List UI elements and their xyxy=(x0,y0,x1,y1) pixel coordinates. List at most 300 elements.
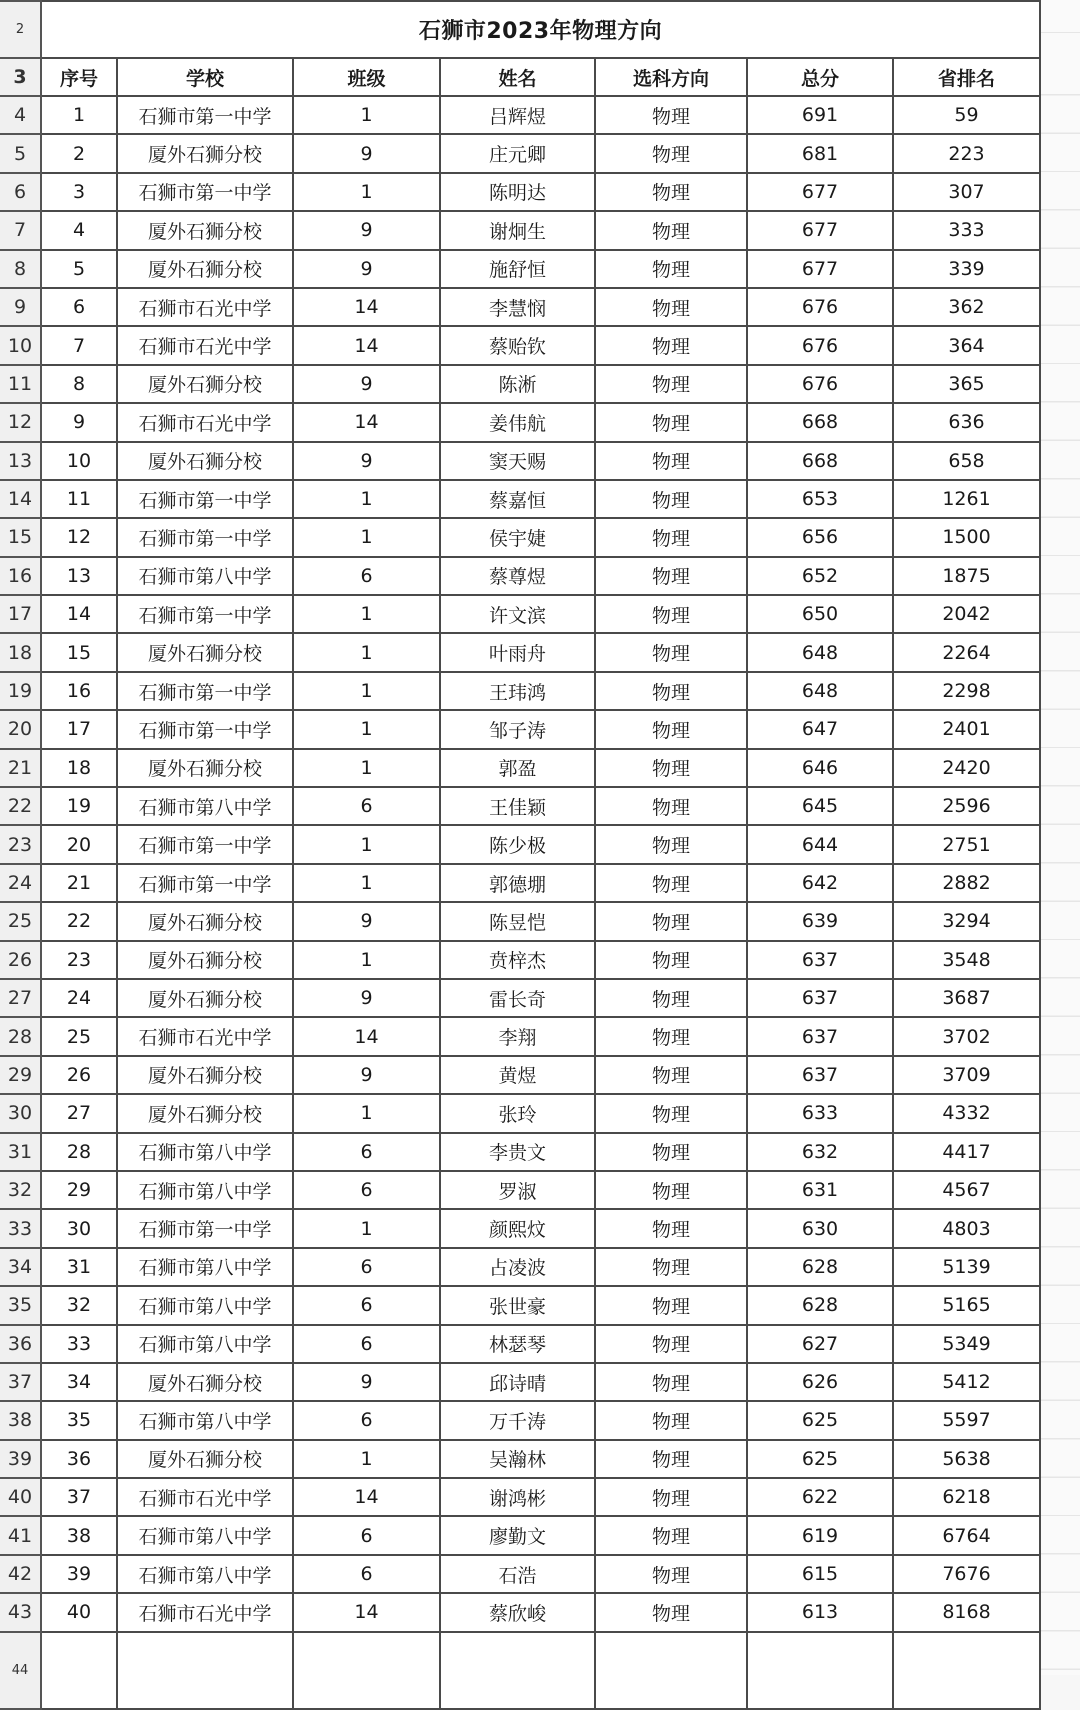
cell-direction[interactable]: 物理 xyxy=(595,787,747,825)
cell-rank[interactable]: 5638 xyxy=(893,1440,1040,1478)
cell-direction[interactable]: 物理 xyxy=(595,211,747,249)
cell-class[interactable]: 6 xyxy=(293,1401,440,1439)
cell-score[interactable]: 627 xyxy=(747,1325,893,1363)
cell-score[interactable]: 622 xyxy=(747,1478,893,1516)
cell-rank[interactable]: 339 xyxy=(893,250,1040,288)
cell-school[interactable]: 厦外石狮分校 xyxy=(117,211,293,249)
cell-name[interactable]: 吴瀚林 xyxy=(440,1440,595,1478)
cell-rank[interactable]: 3548 xyxy=(893,941,1040,979)
cell-class[interactable]: 9 xyxy=(293,902,440,940)
cell-school[interactable]: 石狮市第八中学 xyxy=(117,787,293,825)
cell-name[interactable]: 石浩 xyxy=(440,1555,595,1593)
cell-rank[interactable]: 3687 xyxy=(893,979,1040,1017)
cell-name[interactable]: 施舒恒 xyxy=(440,250,595,288)
cell-rank[interactable]: 2882 xyxy=(893,864,1040,902)
cell-score[interactable]: 647 xyxy=(747,710,893,748)
cell-rank[interactable]: 2596 xyxy=(893,787,1040,825)
cell-score[interactable]: 626 xyxy=(747,1363,893,1401)
row-header[interactable]: 21 xyxy=(0,749,41,787)
cell-class[interactable]: 1 xyxy=(293,1440,440,1478)
column-header-rank[interactable]: 省排名 xyxy=(893,58,1040,96)
cell-school[interactable]: 石狮市第八中学 xyxy=(117,1325,293,1363)
cell-no[interactable]: 19 xyxy=(41,787,117,825)
cell-no[interactable]: 13 xyxy=(41,557,117,595)
cell-name[interactable]: 林瑟琴 xyxy=(440,1325,595,1363)
cell-rank[interactable]: 1261 xyxy=(893,480,1040,518)
cell-class[interactable]: 6 xyxy=(293,1516,440,1554)
cell-rank[interactable]: 8168 xyxy=(893,1593,1040,1631)
cell-rank[interactable]: 2042 xyxy=(893,595,1040,633)
row-header[interactable]: 40 xyxy=(0,1478,41,1516)
cell-rank[interactable]: 223 xyxy=(893,134,1040,172)
row-header[interactable]: 14 xyxy=(0,480,41,518)
column-header-name[interactable]: 姓名 xyxy=(440,58,595,96)
cell-class[interactable]: 14 xyxy=(293,403,440,441)
cell-name[interactable]: 庄元卿 xyxy=(440,134,595,172)
cell-name[interactable]: 郭德堋 xyxy=(440,864,595,902)
row-header[interactable]: 33 xyxy=(0,1209,41,1247)
cell-rank[interactable]: 5597 xyxy=(893,1401,1040,1439)
row-header[interactable]: 25 xyxy=(0,902,41,940)
cell-no[interactable]: 29 xyxy=(41,1171,117,1209)
cell-school[interactable]: 石狮市第一中学 xyxy=(117,173,293,211)
cell-score[interactable]: 653 xyxy=(747,480,893,518)
empty-cell[interactable] xyxy=(440,1632,595,1709)
cell-class[interactable]: 14 xyxy=(293,326,440,364)
cell-direction[interactable]: 物理 xyxy=(595,979,747,1017)
cell-score[interactable]: 628 xyxy=(747,1286,893,1324)
cell-class[interactable]: 9 xyxy=(293,250,440,288)
cell-direction[interactable]: 物理 xyxy=(595,1017,747,1055)
cell-class[interactable]: 9 xyxy=(293,134,440,172)
cell-no[interactable]: 22 xyxy=(41,902,117,940)
cell-rank[interactable]: 5349 xyxy=(893,1325,1040,1363)
cell-rank[interactable]: 3709 xyxy=(893,1056,1040,1094)
cell-no[interactable]: 5 xyxy=(41,250,117,288)
cell-class[interactable]: 6 xyxy=(293,1133,440,1171)
cell-name[interactable]: 李翔 xyxy=(440,1017,595,1055)
cell-score[interactable]: 677 xyxy=(747,173,893,211)
cell-name[interactable]: 吕辉煜 xyxy=(440,96,595,134)
cell-class[interactable]: 9 xyxy=(293,442,440,480)
cell-rank[interactable]: 3294 xyxy=(893,902,1040,940)
row-header[interactable]: 15 xyxy=(0,518,41,556)
cell-school[interactable]: 石狮市第八中学 xyxy=(117,557,293,595)
cell-direction[interactable]: 物理 xyxy=(595,941,747,979)
cell-score[interactable]: 668 xyxy=(747,442,893,480)
cell-name[interactable]: 陈淅 xyxy=(440,365,595,403)
cell-score[interactable]: 637 xyxy=(747,1017,893,1055)
cell-direction[interactable]: 物理 xyxy=(595,518,747,556)
cell-score[interactable]: 677 xyxy=(747,250,893,288)
cell-no[interactable]: 9 xyxy=(41,403,117,441)
cell-score[interactable]: 676 xyxy=(747,326,893,364)
cell-direction[interactable]: 物理 xyxy=(595,1171,747,1209)
cell-direction[interactable]: 物理 xyxy=(595,480,747,518)
cell-class[interactable]: 1 xyxy=(293,173,440,211)
cell-class[interactable]: 1 xyxy=(293,672,440,710)
cell-no[interactable]: 40 xyxy=(41,1593,117,1631)
row-header[interactable]: 5 xyxy=(0,134,41,172)
cell-class[interactable]: 1 xyxy=(293,941,440,979)
cell-school[interactable]: 石狮市第八中学 xyxy=(117,1516,293,1554)
cell-school[interactable]: 石狮市石光中学 xyxy=(117,1593,293,1631)
cell-class[interactable]: 9 xyxy=(293,365,440,403)
cell-school[interactable]: 石狮市第八中学 xyxy=(117,1555,293,1593)
cell-school[interactable]: 石狮市石光中学 xyxy=(117,288,293,326)
cell-class[interactable]: 1 xyxy=(293,1094,440,1132)
cell-score[interactable]: 681 xyxy=(747,134,893,172)
cell-school[interactable]: 厦外石狮分校 xyxy=(117,250,293,288)
cell-rank[interactable]: 362 xyxy=(893,288,1040,326)
cell-no[interactable]: 7 xyxy=(41,326,117,364)
cell-name[interactable]: 罗淑 xyxy=(440,1171,595,1209)
row-header[interactable]: 3 xyxy=(0,58,41,96)
cell-no[interactable]: 17 xyxy=(41,710,117,748)
cell-class[interactable]: 14 xyxy=(293,1017,440,1055)
row-header[interactable]: 22 xyxy=(0,787,41,825)
cell-name[interactable]: 陈明达 xyxy=(440,173,595,211)
cell-class[interactable]: 1 xyxy=(293,518,440,556)
cell-score[interactable]: 650 xyxy=(747,595,893,633)
empty-cell[interactable] xyxy=(893,1632,1040,1709)
cell-class[interactable]: 6 xyxy=(293,1555,440,1593)
cell-score[interactable]: 619 xyxy=(747,1516,893,1554)
cell-rank[interactable]: 59 xyxy=(893,96,1040,134)
cell-class[interactable]: 6 xyxy=(293,787,440,825)
cell-rank[interactable]: 1500 xyxy=(893,518,1040,556)
cell-score[interactable]: 637 xyxy=(747,941,893,979)
cell-name[interactable]: 贲梓杰 xyxy=(440,941,595,979)
cell-class[interactable]: 6 xyxy=(293,557,440,595)
cell-direction[interactable]: 物理 xyxy=(595,1440,747,1478)
cell-direction[interactable]: 物理 xyxy=(595,1056,747,1094)
cell-class[interactable]: 14 xyxy=(293,1593,440,1631)
cell-school[interactable]: 厦外石狮分校 xyxy=(117,1094,293,1132)
row-header[interactable]: 10 xyxy=(0,326,41,364)
cell-rank[interactable]: 333 xyxy=(893,211,1040,249)
cell-name[interactable]: 蔡嘉恒 xyxy=(440,480,595,518)
column-header-score[interactable]: 总分 xyxy=(747,58,893,96)
cell-school[interactable]: 石狮市第一中学 xyxy=(117,672,293,710)
cell-name[interactable]: 王佳颖 xyxy=(440,787,595,825)
cell-no[interactable]: 30 xyxy=(41,1209,117,1247)
cell-no[interactable]: 31 xyxy=(41,1248,117,1286)
cell-direction[interactable]: 物理 xyxy=(595,173,747,211)
row-header[interactable]: 6 xyxy=(0,173,41,211)
row-header[interactable]: 2 xyxy=(0,1,41,58)
cell-direction[interactable]: 物理 xyxy=(595,1401,747,1439)
cell-name[interactable]: 万千涛 xyxy=(440,1401,595,1439)
sheet-title[interactable]: 石狮市2023年物理方向 xyxy=(41,1,1040,58)
cell-rank[interactable]: 2420 xyxy=(893,749,1040,787)
row-header[interactable]: 11 xyxy=(0,365,41,403)
cell-score[interactable]: 631 xyxy=(747,1171,893,1209)
cell-name[interactable]: 颜熙炆 xyxy=(440,1209,595,1247)
cell-no[interactable]: 28 xyxy=(41,1133,117,1171)
cell-class[interactable]: 6 xyxy=(293,1171,440,1209)
row-header[interactable]: 28 xyxy=(0,1017,41,1055)
cell-no[interactable]: 3 xyxy=(41,173,117,211)
cell-rank[interactable]: 3702 xyxy=(893,1017,1040,1055)
row-header[interactable]: 16 xyxy=(0,557,41,595)
empty-cell[interactable] xyxy=(595,1632,747,1709)
row-header[interactable]: 23 xyxy=(0,825,41,863)
row-header[interactable]: 31 xyxy=(0,1133,41,1171)
cell-direction[interactable]: 物理 xyxy=(595,1286,747,1324)
row-header[interactable]: 44 xyxy=(0,1632,41,1709)
cell-name[interactable]: 谢鸿彬 xyxy=(440,1478,595,1516)
cell-name[interactable]: 蔡欣峻 xyxy=(440,1593,595,1631)
cell-class[interactable]: 9 xyxy=(293,979,440,1017)
cell-direction[interactable]: 物理 xyxy=(595,864,747,902)
cell-school[interactable]: 石狮市第一中学 xyxy=(117,96,293,134)
cell-score[interactable]: 648 xyxy=(747,672,893,710)
cell-no[interactable]: 8 xyxy=(41,365,117,403)
cell-rank[interactable]: 307 xyxy=(893,173,1040,211)
cell-score[interactable]: 615 xyxy=(747,1555,893,1593)
cell-school[interactable]: 石狮市第八中学 xyxy=(117,1133,293,1171)
row-header[interactable]: 8 xyxy=(0,250,41,288)
cell-school[interactable]: 厦外石狮分校 xyxy=(117,1440,293,1478)
row-header[interactable]: 18 xyxy=(0,633,41,671)
cell-no[interactable]: 23 xyxy=(41,941,117,979)
cell-no[interactable]: 2 xyxy=(41,134,117,172)
cell-no[interactable]: 38 xyxy=(41,1516,117,1554)
cell-name[interactable]: 廖勤文 xyxy=(440,1516,595,1554)
row-header[interactable]: 35 xyxy=(0,1286,41,1324)
column-header-direction[interactable]: 选科方向 xyxy=(595,58,747,96)
cell-school[interactable]: 石狮市第一中学 xyxy=(117,710,293,748)
cell-direction[interactable]: 物理 xyxy=(595,1248,747,1286)
cell-direction[interactable]: 物理 xyxy=(595,825,747,863)
cell-rank[interactable]: 4567 xyxy=(893,1171,1040,1209)
cell-no[interactable]: 18 xyxy=(41,749,117,787)
row-header[interactable]: 42 xyxy=(0,1555,41,1593)
cell-direction[interactable]: 物理 xyxy=(595,1363,747,1401)
cell-no[interactable]: 36 xyxy=(41,1440,117,1478)
cell-score[interactable]: 668 xyxy=(747,403,893,441)
cell-score[interactable]: 676 xyxy=(747,288,893,326)
row-header[interactable]: 29 xyxy=(0,1056,41,1094)
row-header[interactable]: 27 xyxy=(0,979,41,1017)
cell-no[interactable]: 37 xyxy=(41,1478,117,1516)
row-header[interactable]: 12 xyxy=(0,403,41,441)
cell-no[interactable]: 35 xyxy=(41,1401,117,1439)
cell-school[interactable]: 厦外石狮分校 xyxy=(117,1363,293,1401)
cell-name[interactable]: 许文滨 xyxy=(440,595,595,633)
cell-rank[interactable]: 2298 xyxy=(893,672,1040,710)
cell-direction[interactable]: 物理 xyxy=(595,1325,747,1363)
cell-direction[interactable]: 物理 xyxy=(595,1555,747,1593)
row-header[interactable]: 17 xyxy=(0,595,41,633)
cell-class[interactable]: 1 xyxy=(293,96,440,134)
row-header[interactable]: 32 xyxy=(0,1171,41,1209)
cell-direction[interactable]: 物理 xyxy=(595,902,747,940)
cell-no[interactable]: 1 xyxy=(41,96,117,134)
cell-direction[interactable]: 物理 xyxy=(595,1094,747,1132)
cell-rank[interactable]: 1875 xyxy=(893,557,1040,595)
cell-rank[interactable]: 4417 xyxy=(893,1133,1040,1171)
cell-score[interactable]: 644 xyxy=(747,825,893,863)
cell-no[interactable]: 16 xyxy=(41,672,117,710)
cell-direction[interactable]: 物理 xyxy=(595,365,747,403)
cell-score[interactable]: 652 xyxy=(747,557,893,595)
row-header[interactable]: 38 xyxy=(0,1401,41,1439)
cell-direction[interactable]: 物理 xyxy=(595,96,747,134)
cell-direction[interactable]: 物理 xyxy=(595,442,747,480)
cell-score[interactable]: 625 xyxy=(747,1401,893,1439)
cell-school[interactable]: 厦外石狮分校 xyxy=(117,979,293,1017)
cell-class[interactable]: 1 xyxy=(293,480,440,518)
cell-school[interactable]: 石狮市第八中学 xyxy=(117,1401,293,1439)
cell-name[interactable]: 占凌波 xyxy=(440,1248,595,1286)
cell-school[interactable]: 厦外石狮分校 xyxy=(117,365,293,403)
cell-rank[interactable]: 5165 xyxy=(893,1286,1040,1324)
cell-score[interactable]: 625 xyxy=(747,1440,893,1478)
cell-no[interactable]: 34 xyxy=(41,1363,117,1401)
cell-score[interactable]: 632 xyxy=(747,1133,893,1171)
cell-direction[interactable]: 物理 xyxy=(595,633,747,671)
cell-no[interactable]: 21 xyxy=(41,864,117,902)
cell-direction[interactable]: 物理 xyxy=(595,710,747,748)
cell-school[interactable]: 石狮市第一中学 xyxy=(117,825,293,863)
cell-direction[interactable]: 物理 xyxy=(595,1593,747,1631)
cell-direction[interactable]: 物理 xyxy=(595,1478,747,1516)
cell-class[interactable]: 14 xyxy=(293,288,440,326)
cell-score[interactable]: 648 xyxy=(747,633,893,671)
cell-school[interactable]: 石狮市第八中学 xyxy=(117,1171,293,1209)
cell-score[interactable]: 691 xyxy=(747,96,893,134)
cell-name[interactable]: 邱诗晴 xyxy=(440,1363,595,1401)
cell-no[interactable]: 12 xyxy=(41,518,117,556)
row-header[interactable]: 30 xyxy=(0,1094,41,1132)
cell-score[interactable]: 633 xyxy=(747,1094,893,1132)
cell-rank[interactable]: 2401 xyxy=(893,710,1040,748)
cell-name[interactable]: 郭盈 xyxy=(440,749,595,787)
cell-school[interactable]: 石狮市石光中学 xyxy=(117,1478,293,1516)
row-header[interactable]: 36 xyxy=(0,1325,41,1363)
cell-no[interactable]: 10 xyxy=(41,442,117,480)
cell-rank[interactable]: 7676 xyxy=(893,1555,1040,1593)
cell-class[interactable]: 1 xyxy=(293,825,440,863)
cell-no[interactable]: 24 xyxy=(41,979,117,1017)
cell-name[interactable]: 王玮鸿 xyxy=(440,672,595,710)
column-header-school[interactable]: 学校 xyxy=(117,58,293,96)
row-header[interactable]: 26 xyxy=(0,941,41,979)
cell-score[interactable]: 642 xyxy=(747,864,893,902)
cell-direction[interactable]: 物理 xyxy=(595,288,747,326)
sheet-overflow-area[interactable] xyxy=(1041,0,1080,1675)
cell-no[interactable]: 25 xyxy=(41,1017,117,1055)
cell-rank[interactable]: 364 xyxy=(893,326,1040,364)
cell-school[interactable]: 石狮市第一中学 xyxy=(117,518,293,556)
cell-name[interactable]: 蔡尊煜 xyxy=(440,557,595,595)
cell-score[interactable]: 645 xyxy=(747,787,893,825)
cell-name[interactable]: 侯宇婕 xyxy=(440,518,595,556)
empty-cell[interactable] xyxy=(117,1632,293,1709)
cell-school[interactable]: 石狮市第八中学 xyxy=(117,1248,293,1286)
cell-score[interactable]: 637 xyxy=(747,1056,893,1094)
cell-no[interactable]: 33 xyxy=(41,1325,117,1363)
cell-rank[interactable]: 6764 xyxy=(893,1516,1040,1554)
row-header[interactable]: 37 xyxy=(0,1363,41,1401)
cell-direction[interactable]: 物理 xyxy=(595,134,747,172)
cell-class[interactable]: 6 xyxy=(293,1286,440,1324)
cell-school[interactable]: 厦外石狮分校 xyxy=(117,633,293,671)
cell-name[interactable]: 邹子涛 xyxy=(440,710,595,748)
cell-class[interactable]: 9 xyxy=(293,1363,440,1401)
cell-direction[interactable]: 物理 xyxy=(595,672,747,710)
cell-name[interactable]: 李贵文 xyxy=(440,1133,595,1171)
cell-score[interactable]: 628 xyxy=(747,1248,893,1286)
cell-name[interactable]: 蔡贻钦 xyxy=(440,326,595,364)
empty-cell[interactable] xyxy=(293,1632,440,1709)
cell-name[interactable]: 张玲 xyxy=(440,1094,595,1132)
cell-school[interactable]: 石狮市第八中学 xyxy=(117,1286,293,1324)
cell-rank[interactable]: 5412 xyxy=(893,1363,1040,1401)
cell-name[interactable]: 姜伟航 xyxy=(440,403,595,441)
cell-school[interactable]: 石狮市石光中学 xyxy=(117,403,293,441)
cell-no[interactable]: 26 xyxy=(41,1056,117,1094)
cell-score[interactable]: 613 xyxy=(747,1593,893,1631)
cell-no[interactable]: 27 xyxy=(41,1094,117,1132)
cell-no[interactable]: 4 xyxy=(41,211,117,249)
cell-class[interactable]: 14 xyxy=(293,1478,440,1516)
cell-direction[interactable]: 物理 xyxy=(595,326,747,364)
cell-no[interactable]: 20 xyxy=(41,825,117,863)
empty-cell[interactable] xyxy=(41,1632,117,1709)
cell-no[interactable]: 39 xyxy=(41,1555,117,1593)
row-header[interactable]: 41 xyxy=(0,1516,41,1554)
column-header-no[interactable]: 序号 xyxy=(41,58,117,96)
cell-direction[interactable]: 物理 xyxy=(595,749,747,787)
cell-score[interactable]: 630 xyxy=(747,1209,893,1247)
cell-no[interactable]: 32 xyxy=(41,1286,117,1324)
cell-school[interactable]: 石狮市石光中学 xyxy=(117,1017,293,1055)
cell-school[interactable]: 厦外石狮分校 xyxy=(117,442,293,480)
cell-class[interactable]: 9 xyxy=(293,211,440,249)
cell-name[interactable]: 陈少极 xyxy=(440,825,595,863)
cell-class[interactable]: 1 xyxy=(293,1209,440,1247)
cell-rank[interactable]: 4803 xyxy=(893,1209,1040,1247)
row-header[interactable]: 9 xyxy=(0,288,41,326)
cell-name[interactable]: 窦天赐 xyxy=(440,442,595,480)
cell-school[interactable]: 石狮市第一中学 xyxy=(117,480,293,518)
cell-rank[interactable]: 658 xyxy=(893,442,1040,480)
row-header[interactable]: 13 xyxy=(0,442,41,480)
row-header[interactable]: 24 xyxy=(0,864,41,902)
cell-school[interactable]: 石狮市第一中学 xyxy=(117,864,293,902)
row-header[interactable]: 34 xyxy=(0,1248,41,1286)
cell-direction[interactable]: 物理 xyxy=(595,403,747,441)
cell-score[interactable]: 637 xyxy=(747,979,893,1017)
column-header-class[interactable]: 班级 xyxy=(293,58,440,96)
cell-school[interactable]: 石狮市第一中学 xyxy=(117,595,293,633)
cell-score[interactable]: 639 xyxy=(747,902,893,940)
row-header[interactable]: 20 xyxy=(0,710,41,748)
cell-rank[interactable]: 6218 xyxy=(893,1478,1040,1516)
cell-school[interactable]: 厦外石狮分校 xyxy=(117,749,293,787)
cell-name[interactable]: 谢炯生 xyxy=(440,211,595,249)
cell-rank[interactable]: 636 xyxy=(893,403,1040,441)
row-header[interactable]: 4 xyxy=(0,96,41,134)
cell-score[interactable]: 646 xyxy=(747,749,893,787)
cell-school[interactable]: 厦外石狮分校 xyxy=(117,134,293,172)
cell-class[interactable]: 6 xyxy=(293,1248,440,1286)
cell-direction[interactable]: 物理 xyxy=(595,557,747,595)
cell-class[interactable]: 1 xyxy=(293,633,440,671)
